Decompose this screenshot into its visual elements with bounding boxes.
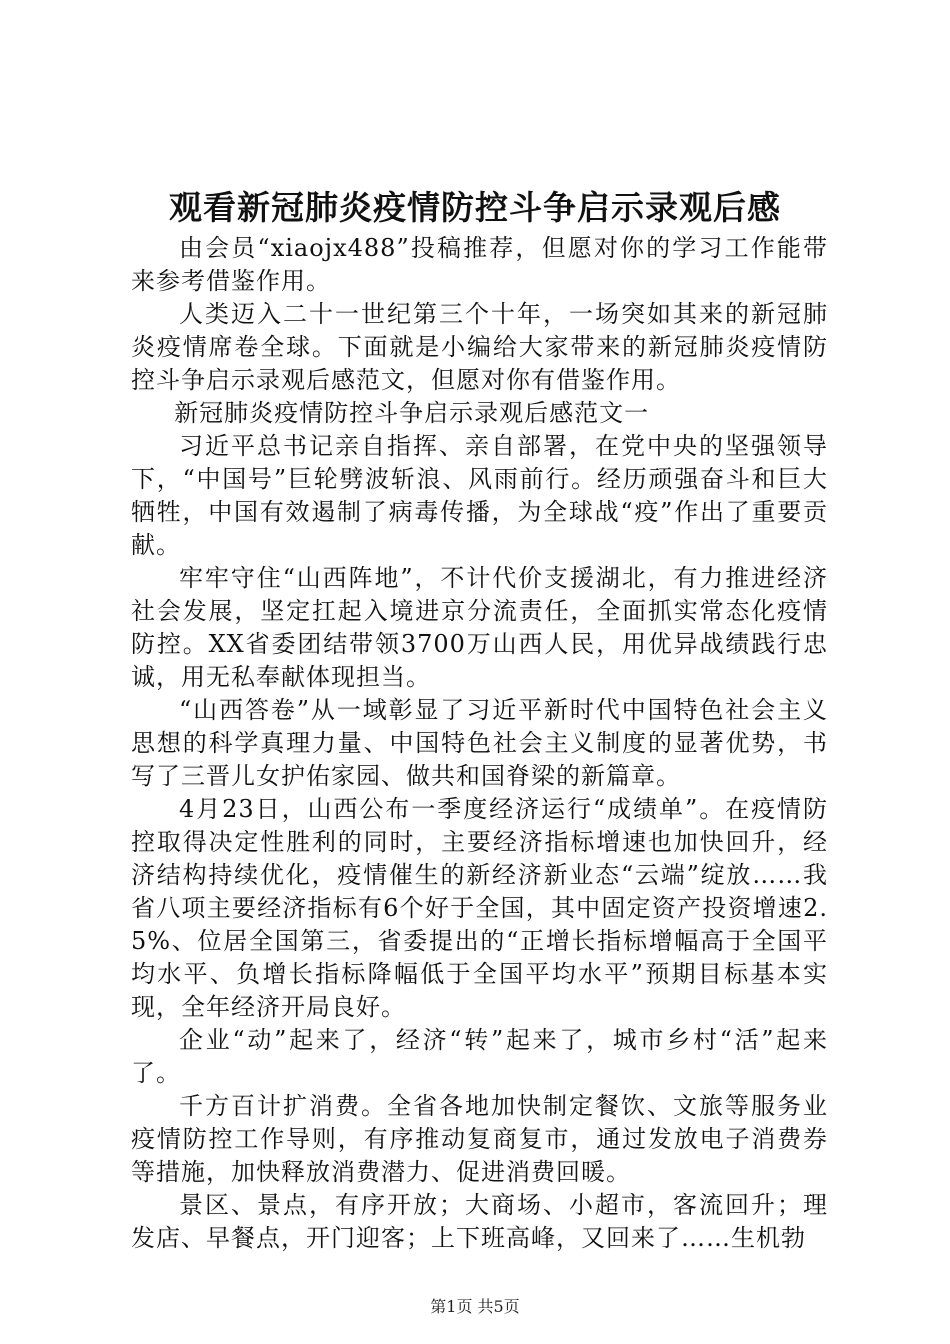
page-number-footer: 第1页 共5页 (430, 1297, 520, 1316)
paragraph: 景区、景点，有序开放；大商场、小超市，客流回升；理发店、早餐点，开门迎客；上下班高峰，又回来了……生机勃 (131, 1191, 828, 1252)
document-title: 观看新冠肺炎疫情防控斗争启示录观后感 (169, 188, 781, 227)
paragraph: 千方百计扩消费。全省各地加快制定餐饮、文旅等服务业疫情防控工作导则，有序推动复商复市，通过发放电子消费券等措施，加快释放消费潜力、促进消费回暖。 (131, 1092, 828, 1186)
paragraph: 习近平总书记亲自指挥、亲自部署，在党中央的坚强领导下，“中国号”巨轮劈波斩浪、风雨前行。经历顽强奋斗和巨大牺牲，中国有效遏制了病毒传播，为全球战“疫”作出了重要贡献。 (131, 432, 828, 559)
section-heading: 新冠肺炎疫情防控斗争启示录观后感范文一 (174, 399, 650, 427)
paragraph: 牢牢守住“山西阵地”，不计代价支援湖北，有力推进经济社会发展，坚定扛起入境进京分流责任，全面抓实常态化疫情防控。XX省委团结带领3700万山西人民，用优异战绩践行忠诚，用无私奉献体现担当。 (131, 564, 828, 691)
paragraph-intro: 由会员“xiaojx488”投稿推荐，但愿对你的学习工作能带来参考借鉴作用。 (131, 234, 828, 295)
document-body (131, 232, 828, 1255)
paragraph: 4月23日，山西公布一季度经济运行“成绩单”。在疫情防控取得决定性胜利的同时，主要经济指标增速也加快回升，经济结构持续优化，疫情催生的新经济新业态“云端”绽放……我省八项主要经济指标有6个好于全国，其中固定资产投资增速2.5%、位居全国第三，省委提出的“正增长指标增幅高于全国平均水平、负增长指标降幅低于全国平均水平”预期目标基本实现，全年经济开局良好。 (131, 795, 828, 1021)
paragraph: “山西答卷”从一域彰显了习近平新时代中国特色社会主义思想的科学真理力量、中国特色社会主义制度的显著优势，书写了三晋儿女护佑家园、做共和国脊梁的新篇章。 (131, 696, 828, 790)
paragraph: 企业“动”起来了，经济“转”起来了，城市乡村“活”起来了。 (131, 1026, 828, 1087)
paragraph-summary: 人类迈入二十一世纪第三个十年，一场突如其来的新冠肺炎疫情席卷全球。下面就是小编给大家带来的新冠肺炎疫情防控斗争启示录观后感范文，但愿对你有借鉴作用。 (131, 300, 828, 394)
